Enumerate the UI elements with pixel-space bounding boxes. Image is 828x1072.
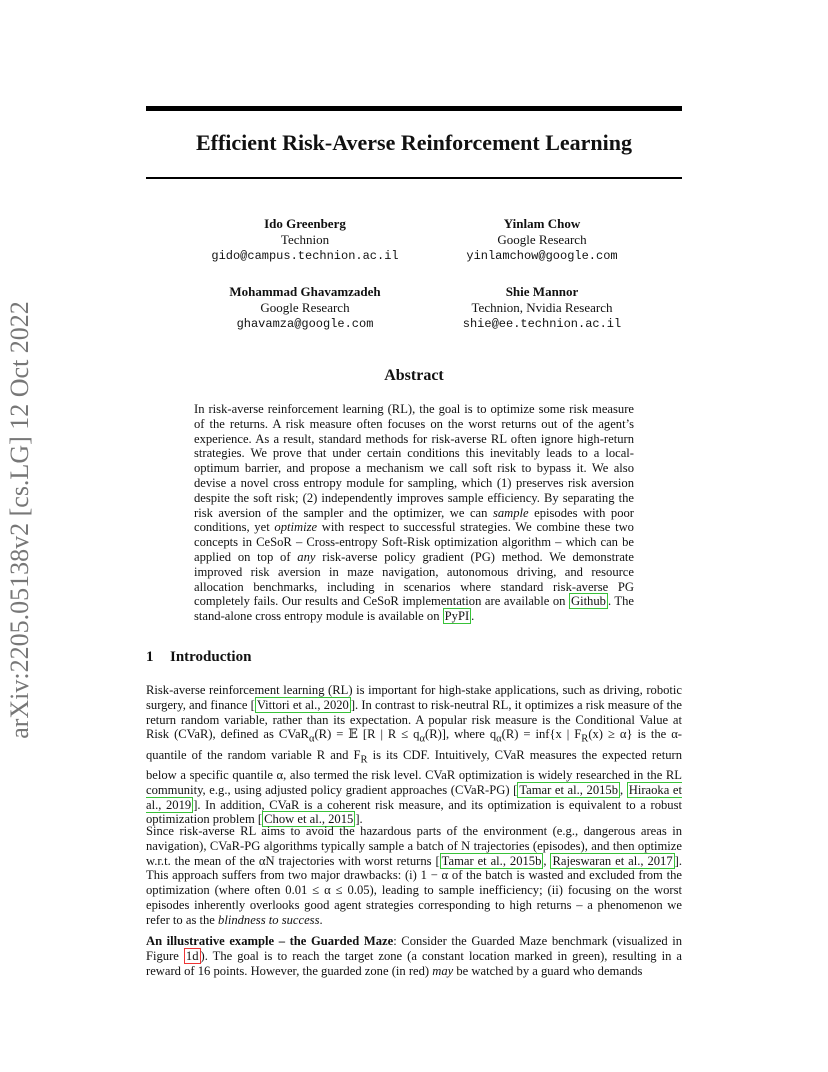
subscript: α	[496, 733, 502, 745]
subscript: α	[419, 733, 425, 745]
author-affiliation: Google Research	[260, 300, 350, 315]
author-affiliation: Technion, Nvidia Research	[471, 300, 613, 315]
text-segment: Since risk-averse RL aims to avoid the hazardous parts of the environment (e.g., dangerous areas in navigation), CVaR-PG algorithms typically sample a batch of N trajectories (episodes), and then optimize w.r.t. the mean of the αN trajectories with worst returns [	[146, 824, 682, 868]
abstract-segment: . The stand-alone cross entropy module is available on	[194, 594, 634, 624]
text-segment: (R) = inf{x | F	[501, 727, 582, 742]
paper-title: Efficient Risk-Averse Reinforcement Learning	[195, 130, 633, 155]
text-segment: is its CDF. Intuitively, CVaR measures the expected return below a specific quantile α, also termed the risk level. CVaR optimization is widely researched in the RL community, e.g., using adjusted policy gradient approaches (CVaR-PG) [	[146, 747, 682, 797]
citation-link[interactable]: Vittori et al., 2020	[256, 697, 349, 712]
text-segment: ]. In contrast to risk-neutral RL, it optimizes a risk measure of the return random variable, rather than its expectation. A popular risk measure is the Conditional Value at Risk (CVaR), defined as CVaR	[146, 697, 682, 742]
text-segment: (R)], where q	[425, 727, 497, 742]
abstract-text	[194, 402, 634, 624]
text-segment: Risk-averse reinforcement learning (RL) is important for high-stake applications, such as driving, robotic surgery, and finance [	[146, 683, 682, 712]
emphasis: may	[432, 963, 454, 978]
text-segment: .	[319, 912, 323, 927]
intro-paragraph-1	[146, 683, 682, 827]
intro-paragraph-3	[146, 934, 682, 978]
text-segment: ]. In addition, CVaR is a coherent risk measure, and its optimization is equivalent to a robust optimization problem [	[146, 797, 682, 827]
abstract-segment: risk-averse policy gradient (PG) method. We demonstrate improved risk aversion in maze navigation, autonomous driving, and resource allocation benchmarks, including in scenarios where standard risk-averse PG completely fails. Our results and CeSoR implementation are available on	[194, 549, 634, 609]
text-segment: (R) = 𝔼 [R | R ≤ q	[314, 727, 420, 742]
pypi-link[interactable]: PyPI	[444, 609, 470, 624]
title-rule-top	[146, 106, 682, 111]
citation-link[interactable]: Rajeswaran et al., 2017	[552, 853, 673, 868]
citation-link[interactable]: Tamar et al., 2015b	[441, 853, 542, 868]
arxiv-identifier: arXiv:2205.05138v2 [cs.LG] 12 Oct 2022	[5, 301, 34, 739]
text-segment: (x) ≥ α} is the α-quantile of the random variable R and F	[146, 727, 682, 762]
abstract-segment: with respect to successful strategies. We combine these two concepts in CeSoR – Cross-entropy Soft-Risk optimization algorithm – which can be applied on top of	[194, 520, 634, 564]
author-email[interactable]: gido@campus.technion.ac.il	[211, 249, 399, 263]
text-segment: ].	[355, 812, 363, 827]
text-segment: ,	[543, 853, 551, 868]
author-block	[412, 216, 672, 264]
author-name: Yinlam Chow	[503, 216, 581, 231]
title-rule-bottom	[146, 177, 682, 179]
abstract-heading: Abstract	[384, 367, 444, 384]
abstract-segment: In risk-averse reinforcement learning (RL), the goal is to optimize some risk measure of the returns. A risk measure often focuses on the worst returns out of the agent’s experience. As a result, standard methods for risk-averse RL often ignore high-return strategies. We prove that under certain conditions this inevitably leads to a local-optimum barrier, and propose a mechanism we call soft risk to bypass it. We also devise a novel cross entropy module for sampling, which (1) preserves risk aversion despite the soft risk; (2) independently improves sample efficiency. By separating the risk aversion of the sampler and the optimizer, we can	[194, 402, 634, 520]
section-number: 1	[146, 649, 154, 665]
text-segment: ,	[620, 782, 627, 797]
author-email[interactable]: yinlamchow@google.com	[466, 249, 618, 263]
citation-link[interactable]: Tamar et al., 2015b	[519, 782, 619, 797]
paragraph-lead: An illustrative example – the Guarded Maze	[146, 934, 394, 948]
text-segment: ). The goal is to reach the target zone (a constant location marked in green), resulting in a reward of 16 points. However, the guarded zone (in red)	[146, 948, 682, 978]
author-name: Shie Mannor	[505, 284, 579, 299]
author-email[interactable]: ghavamza@google.com	[236, 317, 374, 331]
author-name: Mohammad Ghavamzadeh	[229, 284, 381, 299]
text-segment: ]. This approach suffers from two major drawbacks: (i) 1 − α of the batch is wasted and excluded from the optimization (where often 0.01 ≤ α ≤ 0.05), leading to sample inefficiency; (ii) focusing on the worst episodes inherently overlooks good agent strategies corresponding to high returns – a phenomenon we refer to as the	[146, 853, 682, 927]
author-block	[175, 284, 435, 332]
author-affiliation: Technion	[280, 232, 330, 247]
author-block	[175, 216, 435, 264]
abstract-emphasis: any	[297, 549, 316, 564]
intro-paragraph-2	[146, 824, 682, 928]
section-title: Introduction	[170, 649, 252, 665]
citation-link[interactable]: Chow et al., 2015	[264, 812, 354, 827]
author-block	[412, 284, 672, 332]
subscript: α	[308, 733, 315, 745]
author-affiliation: Google Research	[497, 232, 587, 247]
abstract-segment: .	[471, 609, 475, 624]
figure-link[interactable]: 1d	[185, 948, 199, 963]
emphasis: blindness to success	[218, 912, 320, 927]
subscript: R	[360, 754, 368, 766]
subscript: R	[581, 733, 589, 745]
text-segment: be watched by a guard who demands	[453, 963, 643, 978]
citation-link[interactable]: Hiraoka et al., 2019	[146, 782, 682, 812]
author-name: Ido Greenberg	[264, 216, 346, 231]
abstract-emphasis: optimize	[274, 520, 318, 535]
abstract-segment: episodes with poor conditions, yet	[194, 505, 634, 535]
section-heading	[146, 649, 251, 666]
github-link[interactable]: Github	[570, 594, 606, 609]
author-email[interactable]: shie@ee.technion.ac.il	[462, 317, 622, 331]
text-segment: : Consider the Guarded Maze benchmark (visualized in Figure	[146, 934, 682, 963]
abstract-emphasis: sample	[492, 505, 529, 520]
